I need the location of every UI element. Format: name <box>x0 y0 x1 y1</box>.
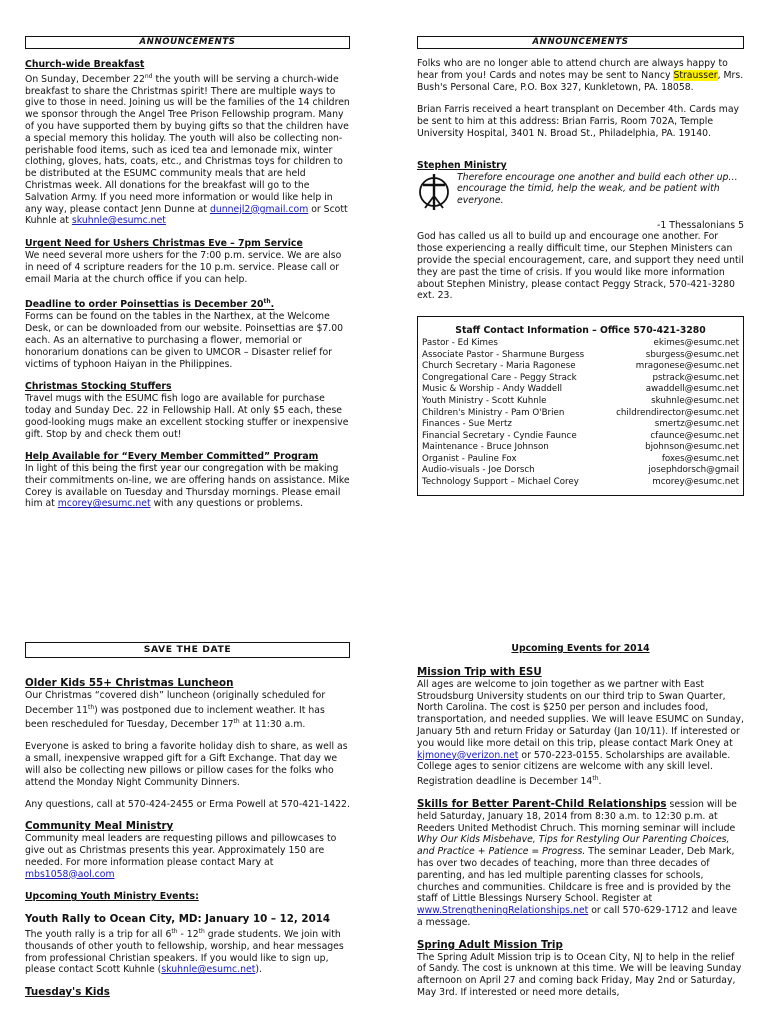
stephen-ministry-cross-icon <box>417 172 451 212</box>
staff-name: Organist - Pauline Fox <box>422 453 517 464</box>
rally-title: Youth Rally to Ocean City, MD: January 10 – 12, 2014 <box>25 913 331 926</box>
email-link-oney[interactable]: kjmoney@verizon.net <box>417 749 519 761</box>
staff-name: Maintenance - Bruce Johnson <box>422 442 549 453</box>
esu-text: All ages are welcome to join together as we partner with East Stroudsburg University students on our third trip to Swan Quarter, North Carolina. The cost is $250 per person and includes food, transportation, and needed supplies. We will leave ESUMC on Sunday, January 5th and return Friday or Saturday (Jan 10/11). If interested or you would like more detail on this trip, please contact Mark Oney at kjmoney@verizon.net or 570-223-0155. Scholarships are available. College ages to senior citizens are welcome with any skill level. Registration deadline is December 14th. <box>417 678 744 788</box>
spring-text: The Spring Adult Mission trip is to Ocean City, NJ to help in the relief of Sandy. The cost is unknown at this time. We will be leaving Sunday afternoon on April 27 and coming back Friday, May 2nd or Saturday, May 3rd. If interested or need more details, <box>417 951 742 999</box>
stuffers-text: Travel mugs with the ESUMC fish logo are available for purchase today and Sunday Dec. 22 in Fellowship Hall. At only $5 each, these good-looking mugs make an excellent stocking stuffer or inexpensive gift. Stop by and check them out! <box>25 393 349 440</box>
announcements-left <box>25 36 350 521</box>
staff-email[interactable]: cfaunce@esumc.net <box>650 430 739 441</box>
luncheon-title: Older Kids 55+ Christmas Luncheon <box>25 677 234 689</box>
announcements-header: ANNOUNCEMENTS <box>25 36 350 49</box>
ushers-section <box>25 238 350 285</box>
youth-events-heading-wrap <box>25 891 350 903</box>
staff-row <box>422 431 739 443</box>
save-the-date <box>25 642 350 999</box>
cards-text: Folks who are no longer able to attend church are always happy to hear from you! Cards and notes may be sent to Nancy Strausser, Mrs. Bush's Personal Care, P.O. Box 327, Kunkletown, PA. 18058. <box>417 58 744 93</box>
poinsettias-title: Deadline to order Poinsettias is December 20th. <box>25 298 275 311</box>
breakfast-section <box>25 59 350 227</box>
staff-email[interactable]: smertz@esumc.net <box>654 419 739 430</box>
staff-email[interactable]: sburgess@esumc.net <box>645 349 739 360</box>
spring-title: Spring Adult Mission Trip <box>417 938 563 951</box>
breakfast-title: Church-wide Breakfast <box>25 59 145 70</box>
staff-row <box>422 408 739 420</box>
staff-row <box>422 350 739 362</box>
stephen-quote: Therefore encourage one another and build each other up…encourage the timid, help the weak, and be patient with everyone. <box>457 171 738 207</box>
email-link-kuhnle-2[interactable]: skuhnle@esumc.net <box>161 964 256 976</box>
staff-name: Finances - Sue Mertz <box>422 419 512 430</box>
staff-row <box>422 454 739 466</box>
staff-email[interactable]: ekimes@esumc.net <box>653 337 739 348</box>
staff-name: Pastor - Ed Kimes <box>422 337 498 348</box>
staff-row <box>422 373 739 385</box>
skills-section <box>417 799 744 929</box>
staff-name: Church Secretary - Maria Ragonese <box>422 361 576 372</box>
staff-name: Music & Worship - Andy Waddell <box>422 384 563 395</box>
staff-name: Financial Secretary - Cyndie Faunce <box>422 430 577 441</box>
luncheon-text-2: Everyone is asked to bring a favorite holiday dish to share, as well as a small, inexpensive wrapped gift for a Gift Exchange. That day we will also be collecting new pillows or pillow cases for the folks who attend the Monday Night Community Dinners. <box>25 741 348 788</box>
tuesday-section <box>25 987 350 999</box>
announcements-right <box>417 36 744 496</box>
staff-name: Audio-visuals - Joe Dorsch <box>422 465 535 476</box>
rally-section <box>25 914 350 976</box>
staff-email[interactable]: pstrack@esumc.net <box>652 372 739 383</box>
stuffers-title: Christmas Stocking Stuffers <box>25 381 172 393</box>
highlighted-name: Strausser <box>673 69 718 81</box>
luncheon-section <box>25 678 350 810</box>
committed-text: In light of this being the first year our congregation with be making their commitments on-line, we are offering hands on assistance. Mike Corey is available on Tuesday and Thursday mornings. Please email him at mcorey@esumc.net with any questions or problems. <box>25 463 350 510</box>
committed-title: Help Available for “Every Member Committed” Program <box>25 451 319 463</box>
staff-row <box>422 477 739 489</box>
staff-row <box>422 465 739 477</box>
luncheon-text-3: Any questions, call at 570-424-2455 or Erma Powell at 570-421-1422. <box>25 798 350 810</box>
staff-email[interactable]: mcorey@esumc.net <box>652 477 739 488</box>
meal-text: Community meal leaders are requesting pillows and pillowcases to give out as Christmas presents this year. Approximately 150 are needed. For more information please contact Mary at mbs1058@aol.com <box>25 833 337 880</box>
upcoming-events-header: Upcoming Events for 2014 <box>511 643 650 654</box>
ushers-title: Urgent Need for Ushers Christmas Eve – 7pm Service <box>25 238 303 250</box>
farris-text: Brian Farris received a heart transplant on December 4th. Cards may be sent to him at this address: Brian Farris, Room 702A, Temple University Hospital, 3401 N. Broad St., Philadelphia, PA. 19140. <box>417 104 740 139</box>
email-link-dunne[interactable]: dunnejl2@gmail.com <box>209 203 309 215</box>
staff-name: Congregational Care - Peggy Strack <box>422 372 577 383</box>
staff-row <box>422 419 739 431</box>
stephen-title: Stephen Ministry <box>417 159 507 171</box>
skills-title: Skills for Better Parent-Child Relationships <box>417 798 667 811</box>
announcements-header-right: ANNOUNCEMENTS <box>417 36 744 49</box>
email-link-kuhnle[interactable]: skuhnle@esumc.net <box>71 215 166 227</box>
staff-email[interactable]: josephdorsch@gmail <box>648 465 739 476</box>
staff-name: Associate Pastor - Sharmune Burgess <box>422 349 585 360</box>
farris-section <box>417 104 744 139</box>
staff-name: Youth Ministry - Scott Kuhnle <box>422 395 547 406</box>
staff-name: Children's Ministry - Pam O'Brien <box>422 407 565 418</box>
email-link-corey[interactable]: mcorey@esumc.net <box>57 498 151 510</box>
meal-title: Community Meal Ministry <box>25 820 174 833</box>
staff-contact-box <box>417 316 744 496</box>
stephen-reference: -1 Thessalonians 5 <box>657 219 744 231</box>
staff-name: Technology Support – Michael Corey <box>422 477 579 488</box>
meal-section <box>25 821 350 880</box>
staff-email[interactable]: bjohnson@esumc.net <box>645 442 739 453</box>
luncheon-text: Our Christmas “covered dish” luncheon (originally scheduled for December 11th) was postponed due to inclement weather. It has been rescheduled for Tuesday, December 17th at 11:30 a.m. <box>25 689 326 731</box>
staff-row <box>422 442 739 454</box>
staff-row <box>422 361 739 373</box>
spring-section <box>417 940 744 999</box>
staff-email[interactable]: foxes@esumc.net <box>661 453 739 464</box>
skills-text: Skills for Better Parent-Child Relationships session will be held Saturday, January 18, 2014 from 8:30 a.m. to 12:30 p.m. at Reeders United Methodist Chruch. This morning seminar will include Why Our Kids Misbehave, Tips for Restyling Our Parenting Choices, and Practice + Patience = Progress. The seminar Leader, Deb Mark, has over two decades of teaching, more than three decades of parenting, and has led multiple parenting classes for schools, churches and communities. Childcare is free and is provided by the staff of Little Blessings Nursery School. Register at www.StrengtheningRelationships.net or call 570-629-1712 and leave a message. <box>417 798 738 929</box>
save-the-date-header: SAVE THE DATE <box>25 642 350 658</box>
esu-section <box>417 667 744 788</box>
committed-section <box>25 451 350 510</box>
staff-email[interactable]: childrendirector@esumc.net <box>616 407 739 418</box>
breakfast-text: On Sunday, December 22nd the youth will be serving a church-wide breakfast to share the Christmas spirit! There are multiple ways to give to those in need. Joining us will be the families of the 14 children we sponsor through the Angel Tree Prison Fellowship program. Many of you have supported them by buying gifts so that the children have a special memory this holiday. The youth will also be collecting non-perishable food items, such as iced tea and lemonade mix, winter clothing, gloves, hats, coats, etc., and Christmas toys for children to be distributed at the ESUMC community meals that are held Christmas week. All donations for the breakfast will go to the Salvation Army. If you need more information or would like help in any way, please contact Jenn Dunne at dunnejl2@gmail.com or Scott Kuhnle at skuhnle@esumc.net <box>25 72 350 227</box>
staff-row <box>422 396 739 408</box>
staff-email[interactable]: skuhnle@esumc.net <box>651 395 739 406</box>
staff-title: Staff Contact Information – Office 570-421-3280 <box>455 325 706 337</box>
staff-email[interactable]: mragonese@esumc.net <box>635 361 739 372</box>
stephen-text: God has called us all to build up and encourage one another. For those experiencing a really difficult time, our Stephen Ministers can provide the special encouragement, care, and support they need until they are past the time of crisis. If you would like more information about Stephen Ministry, please contact Peggy Strack, 570-421-3280 ext. 23. <box>417 231 744 302</box>
poinsettias-text: Forms can be found on the tables in the Narthex, at the Welcome Desk, or can be downloaded from our website. Poinsettias are $7.00 each. As an alternative to purchasing a flower, memorial or honorarium donations can be given to UMCOR – Disaster relief for victims of typhoon Haiyan in the Philippines. <box>25 311 344 370</box>
esu-title: Mission Trip with ESU <box>417 666 542 678</box>
email-link-mary[interactable]: mbs1058@aol.com <box>25 868 115 880</box>
stuffers-section <box>25 381 350 440</box>
poinsettias-section <box>25 296 350 370</box>
staff-email[interactable]: awaddell@esumc.net <box>645 384 739 395</box>
staff-row <box>422 384 739 396</box>
ushers-text: We need several more ushers for the 7:00 p.m. service. We are also in need of 4 scripture readers for the 10 p.m. service. Please call or email Maria at the church office if you can help. <box>25 250 342 285</box>
stephen-section <box>417 160 744 302</box>
website-link[interactable]: www.StrengtheningRelationships.net <box>417 905 589 917</box>
tuesday-title: Tuesday's Kids <box>25 986 110 999</box>
staff-row <box>422 338 739 350</box>
upcoming-events <box>417 642 744 999</box>
youth-events-heading: Upcoming Youth Ministry Events: <box>25 891 199 903</box>
rally-text: The youth rally is a trip for all 6th - 12th grade students. We join with thousands of other youth to fellowship, worship, and hear messages from professional Christian speakers. If you would like to sign up, please contact Scott Kuhnle (skuhnle@esumc.net). <box>25 927 344 976</box>
cards-section <box>417 58 744 93</box>
